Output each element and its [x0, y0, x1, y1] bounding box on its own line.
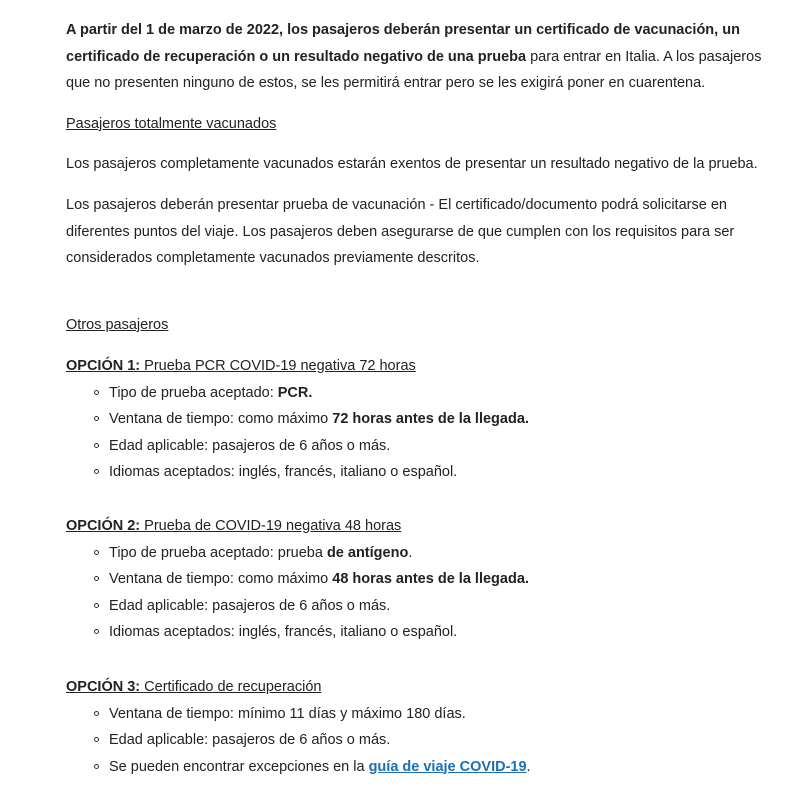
list-item-text: Tipo de prueba aceptado: prueba	[109, 544, 327, 561]
list-item	[94, 593, 784, 620]
list-item-text: Ventana de tiempo: como máximo	[109, 571, 333, 587]
option-1-title	[66, 353, 784, 380]
list-item	[94, 380, 784, 407]
intro-paragraph	[66, 17, 784, 97]
list-item-text: Edad aplicable: pasajeros de 6 años o más.	[109, 732, 391, 748]
option-3-title	[66, 674, 784, 701]
list-item-text: Idiomas aceptados: inglés, francés, italiano o español.	[109, 624, 458, 640]
list-item-bold: 72 horas antes de la llegada.	[332, 411, 529, 427]
covid-travel-guide-link[interactable]: guía de viaje COVID-19	[368, 758, 527, 775]
list-item-text: Ventana de tiempo: mínimo 11 días y máximo 180 días.	[109, 705, 466, 722]
bullet-circle-icon	[94, 416, 99, 421]
bullet-circle-icon	[94, 443, 99, 448]
list-item-text: Idiomas aceptados: inglés, francés, italiano o español.	[109, 464, 458, 480]
bullet-circle-icon	[94, 629, 99, 634]
bullet-circle-icon	[94, 603, 99, 608]
option-2	[66, 513, 784, 646]
bullet-circle-icon	[94, 390, 99, 395]
bullet-circle-icon	[94, 737, 99, 742]
option-3	[66, 674, 784, 780]
heading-fully-vaccinated: Pasajeros totalmente vacunados	[66, 116, 277, 132]
intro-bold: A partir del 1 de marzo de 2022, los pasajeros deberán presentar un certificado de vacunación, un certificado de recuperación o un resultado negativo de una prueba	[66, 22, 740, 65]
bullet-circle-icon	[94, 550, 99, 555]
list-item	[94, 459, 784, 486]
list-item-bold: 48 horas antes de la llegada.	[332, 571, 529, 587]
list-item-bold: PCR.	[277, 384, 313, 401]
vaccinated-proof-paragraph: Los pasajeros deberán presentar prueba de vacunación - El certificado/documento podrá solicitarse en diferentes puntos del viaje. Los pasajeros deben asegurarse de que cumplen con los requisitos para ser considerados completamente vacunados previamente descritos.	[66, 197, 735, 266]
list-item	[94, 727, 784, 754]
heading-other-passengers: Otros pasajeros	[66, 317, 169, 333]
option-2-list	[66, 540, 784, 646]
list-item-text: Se pueden encontrar excepciones en la	[109, 758, 369, 775]
list-item	[94, 701, 784, 728]
option-2-number: OPCIÓN 2:	[66, 518, 141, 534]
vaccinated-exempt-paragraph: Los pasajeros completamente vacunados estarán exentos de presentar un resultado negativo de la prueba.	[66, 156, 758, 172]
option-3-list	[66, 701, 784, 781]
list-item-text: Ventana de tiempo: como máximo	[109, 411, 333, 427]
list-item	[94, 540, 784, 567]
list-item	[94, 433, 784, 460]
option-2-label: Prueba de COVID-19 negativa 48 horas	[140, 518, 402, 534]
intro-text: para entrar en Italia. A los pasajeros que no presenten ninguno de estos, se les permitirá entrar pero se les exigirá poner en cuarentena.	[66, 48, 762, 91]
bullet-circle-icon	[94, 764, 99, 769]
bullet-circle-icon	[94, 576, 99, 581]
option-1	[66, 353, 784, 486]
option-2-title	[66, 513, 784, 540]
list-item	[94, 754, 784, 781]
bullet-circle-icon	[94, 711, 99, 716]
option-3-number: OPCIÓN 3:	[66, 679, 141, 695]
list-item	[94, 619, 784, 646]
list-item-text: Tipo de prueba aceptado:	[109, 384, 278, 401]
list-item-bold: de antígeno	[326, 544, 409, 561]
list-item-tail: .	[526, 758, 531, 775]
list-item	[94, 566, 784, 593]
bullet-circle-icon	[94, 469, 99, 474]
option-3-label: Certificado de recuperación	[140, 679, 322, 695]
list-item-text: Edad aplicable: pasajeros de 6 años o más.	[109, 437, 391, 454]
list-item-text: Edad aplicable: pasajeros de 6 años o más.	[109, 597, 391, 614]
option-1-number: OPCIÓN 1:	[66, 358, 141, 374]
option-1-label: Prueba PCR COVID-19 negativa 72 horas	[140, 358, 416, 374]
option-1-list	[66, 380, 784, 486]
list-item	[94, 406, 784, 433]
list-item-tail: .	[408, 544, 413, 561]
